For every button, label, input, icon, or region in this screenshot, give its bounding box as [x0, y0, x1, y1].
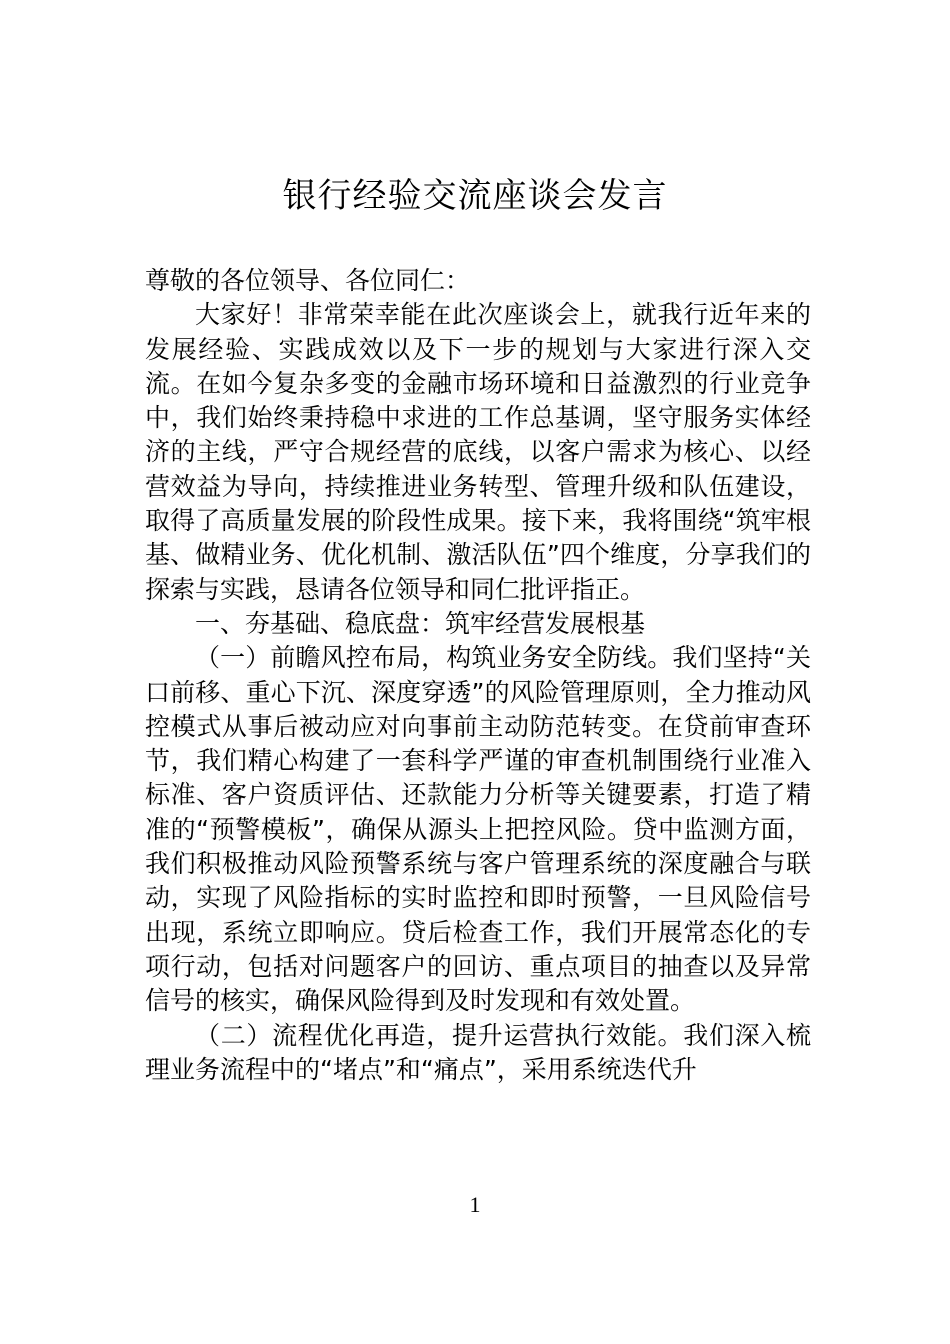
- document-body: [145, 264, 811, 1087]
- document-title: 银行经验交流座谈会发言: [282, 176, 668, 216]
- paragraph-intro: 大家好！非常荣幸能在此次座谈会上，就我行近年来的发展经验、实践成效以及下一步的规划与大家进行深入交流。在如今复杂多变的金融市场环境和日益激烈的行业竞争中，我们始终秉持稳中求进的工作总基调，坚守服务实体经济的主线，严守合规经营的底线，以客户需求为核心、以经营效益为导向，持续推进业务转型、管理升级和队伍建设，取得了高质量发展的阶段性成果。接下来，我将围绕“筑牢根基、做精业务、优化机制、激活队伍”四个维度，分享我们的探索与实践，恳请各位领导和同仁批评指正。: [145, 300, 811, 604]
- paragraph-risk-control: （一）前瞻风控布局，构筑业务安全防线。我们坚持“关口前移、重心下沉、深度穿透”的风险管理原则，全力推动风控模式从事后被动应对向事前主动防范转变。在贷前审查环节，我们精心构建了一套科学严谨的审查机制围绕行业准入标准、客户资质评估、还款能力分析等关键要素，打造了精准的“预警模板”，确保从源头上把控风险。贷中监测方面，我们积极推动风险预警系统与客户管理系统的深度融合与联动，实现了风险指标的实时监控和即时预警，一旦风险信号出现，系统立即响应。贷后检查工作，我们开展常态化的专项行动，包括对问题客户的回访、重点项目的抽查以及异常信号的核实，确保风险得到及时发现和有效处置。: [145, 643, 811, 1016]
- paragraph-process-optimization: （二）流程优化再造，提升运营执行效能。我们深入梳理业务流程中的“堵点”和“痛点”，采用系统迭代升: [145, 1020, 811, 1084]
- section-heading-1: 一、夯基础、稳底盘：筑牢经营发展根基: [195, 608, 646, 638]
- page-number: 1: [469, 1192, 481, 1217]
- salutation: 尊敬的各位领导、各位同仁：: [145, 266, 471, 295]
